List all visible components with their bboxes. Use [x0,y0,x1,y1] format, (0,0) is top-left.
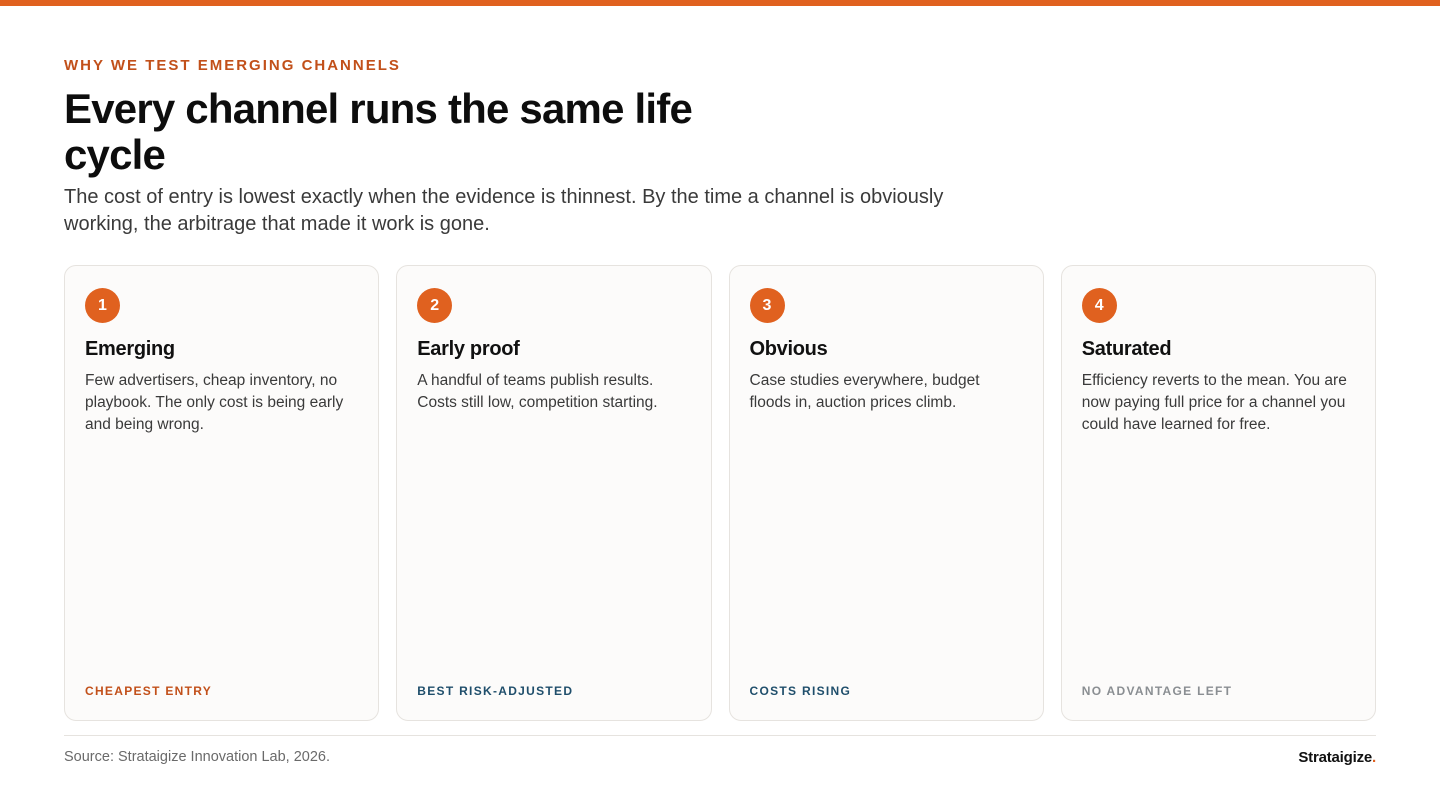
stage-card-obvious [729,265,1044,721]
stage-card-saturated [1061,265,1376,721]
source-note: Source: Strataigize Innovation Lab, 2026. [64,749,331,765]
brand-name: Strataigize [1298,749,1373,766]
eyebrow-label: WHY WE TEST EMERGING CHANNELS [64,57,401,74]
stage-title: Emerging [85,338,175,360]
stage-number-badge: 1 [85,288,120,323]
stage-number-badge: 3 [750,288,785,323]
stage-tag: BEST RISK-ADJUSTED [417,684,574,698]
stage-description: Case studies everywhere, budget floods in, auction prices climb. [749,372,980,411]
stage-tag: CHEAPEST ENTRY [85,684,213,698]
stage-number-badge: 2 [417,288,452,323]
stage-title: Saturated [1081,338,1172,360]
brand-dot: . [1372,749,1376,766]
stage-description: Efficiency reverts to the mean. You are now paying full price for a channel you could have learned for free. [1081,372,1347,433]
page-title: Every channel runs the same life cycle [64,85,693,178]
footer-divider [64,735,1376,736]
page-subtitle: The cost of entry is lowest exactly when the evidence is thinnest. By the time a channel is obviously working, the arbitrage that made it work is gone. [64,186,944,235]
stage-tag: COSTS RISING [749,684,852,698]
stage-description: A handful of teams publish results. Costs still low, competition starting. [417,372,658,411]
stage-title: Obvious [749,338,828,360]
stage-tag: NO ADVANTAGE LEFT [1081,684,1233,698]
stage-number-badge: 4 [1082,288,1117,323]
lifecycle-cards [64,265,1376,721]
stage-description: Few advertisers, cheap inventory, no playbook. The only cost is being early and being wrong. [85,372,344,433]
stage-title: Early proof [417,338,520,360]
stage-card-emerging [64,265,379,721]
stage-card-early-proof [396,265,711,721]
top-accent-bar [0,0,1440,6]
brand-logo [1298,749,1376,766]
